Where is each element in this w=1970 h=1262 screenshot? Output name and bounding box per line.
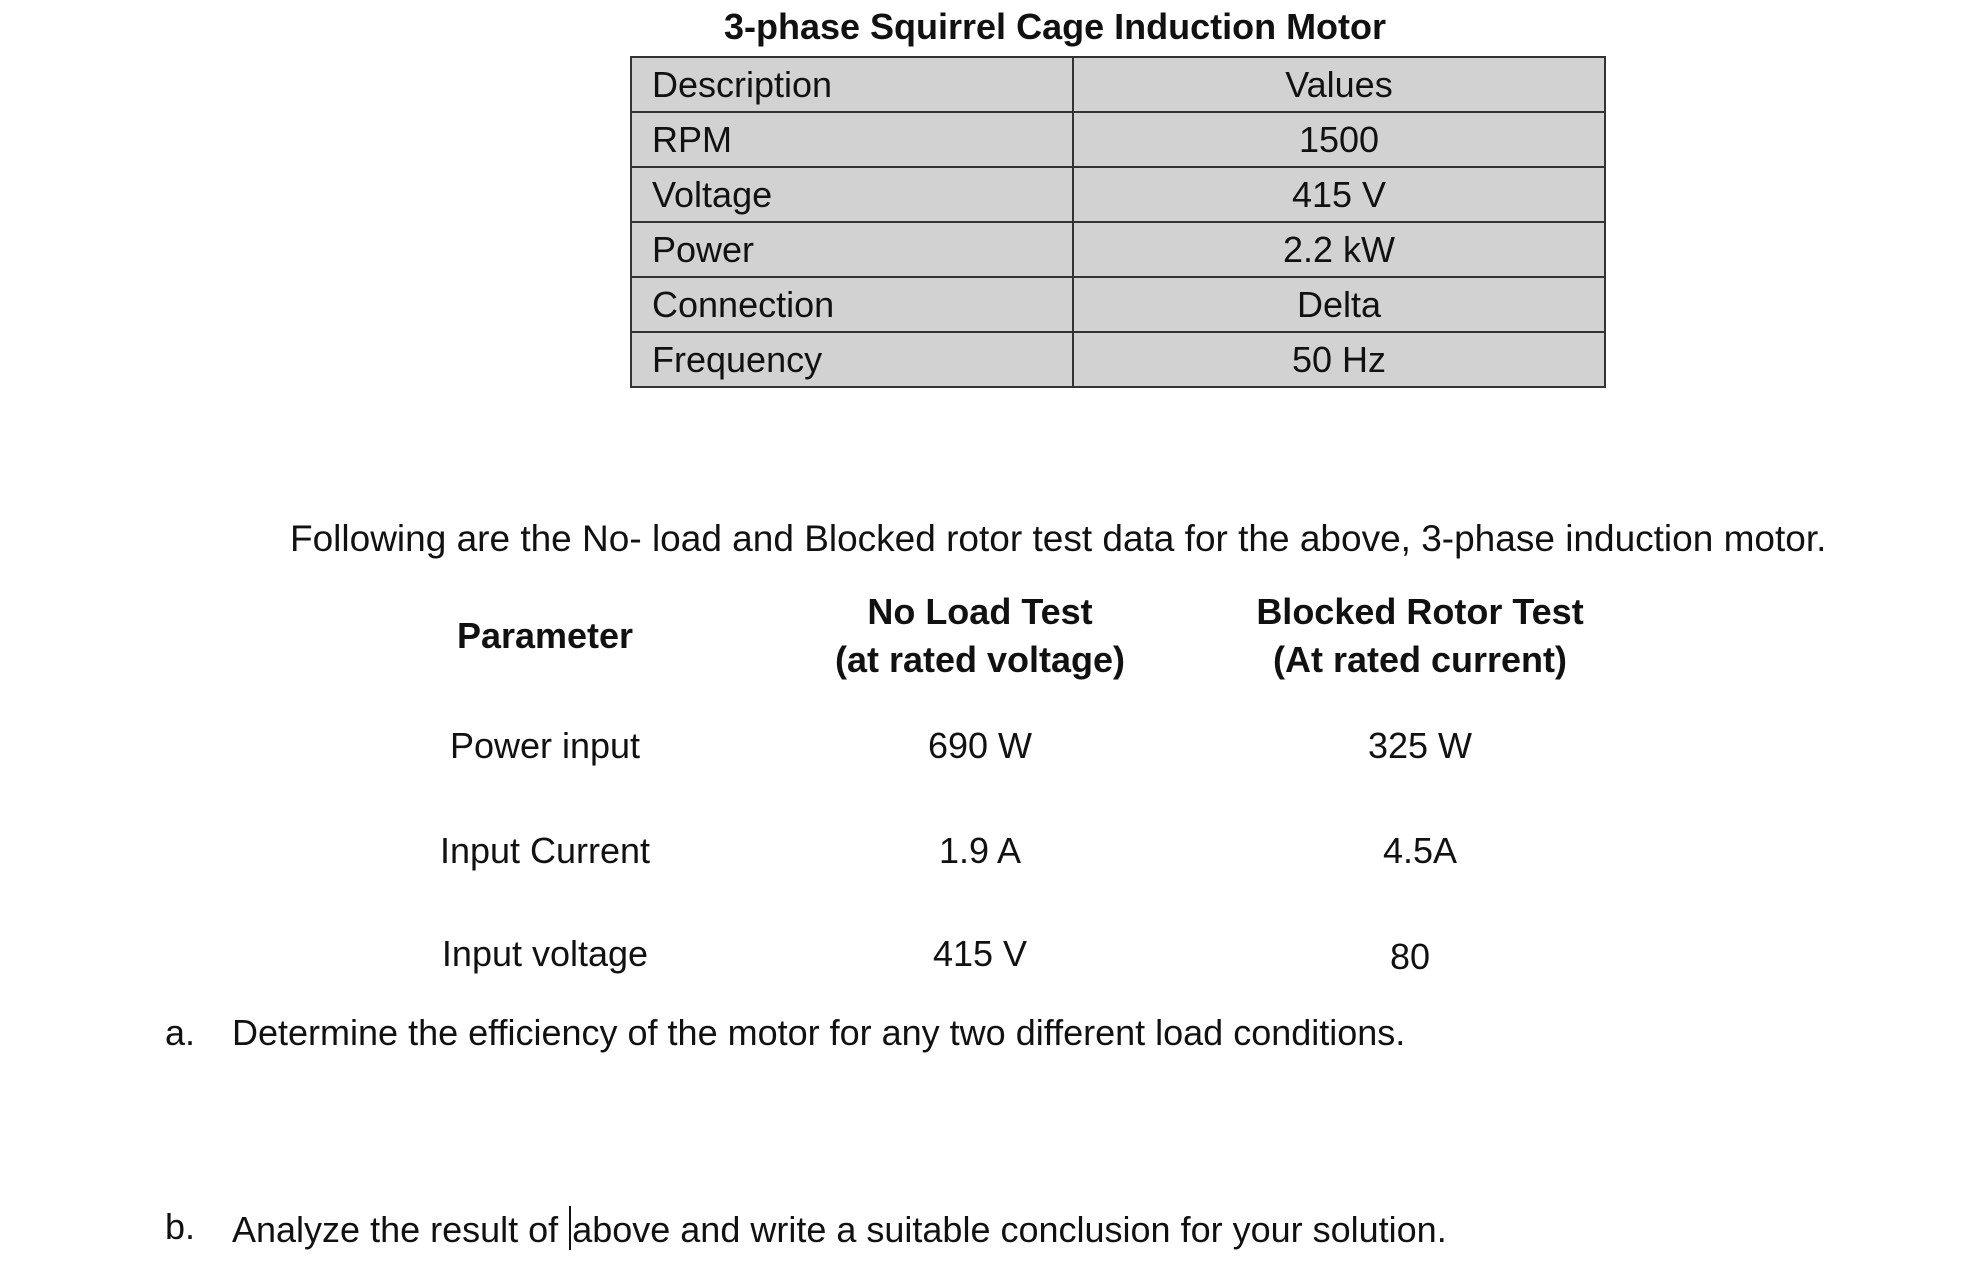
test-header-parameter: Parameter xyxy=(456,615,634,656)
test-header-blocked-rotor-title: Blocked Rotor Test xyxy=(1256,591,1584,632)
spec-value: 50 Hz xyxy=(1073,332,1605,387)
spec-row-connection xyxy=(631,277,1605,332)
spec-description: Power xyxy=(631,222,1073,277)
spec-row-frequency xyxy=(631,332,1605,387)
test-row-blocked-value: 4.5A xyxy=(1382,830,1458,871)
spec-description: RPM xyxy=(631,112,1073,167)
test-header-blocked-rotor-condition: (At rated current) xyxy=(1272,639,1568,680)
spec-row-power xyxy=(631,222,1605,277)
motor-spec-table xyxy=(630,56,1606,388)
spec-description: Frequency xyxy=(631,332,1073,387)
text-cursor xyxy=(569,1206,571,1250)
question-a-label: a. xyxy=(165,1012,196,1053)
spec-table-title: 3-phase Squirrel Cage Induction Motor xyxy=(723,6,1387,47)
spec-header-description: Description xyxy=(631,57,1073,112)
question-b-label: b. xyxy=(165,1206,196,1247)
test-row-parameter: Power input xyxy=(449,725,641,766)
question-b-text-start: Analyze the result of xyxy=(232,1209,569,1250)
spec-description: Voltage xyxy=(631,167,1073,222)
spec-value: Delta xyxy=(1073,277,1605,332)
question-a-text: Determine the efficiency of the motor for any two different load conditions. xyxy=(232,1012,1406,1053)
test-row-blocked-value: 80 xyxy=(1389,936,1431,977)
test-data-intro: Following are the No- load and Blocked rotor test data for the above, 3-phase induction motor. xyxy=(290,518,1827,559)
spec-value: 1500 xyxy=(1073,112,1605,167)
test-row-parameter: Input voltage xyxy=(441,933,649,974)
spec-table-header-row xyxy=(631,57,1605,112)
question-b-text[interactable] xyxy=(232,1206,1447,1251)
spec-value: 415 V xyxy=(1073,167,1605,222)
test-header-no-load-condition: (at rated voltage) xyxy=(834,639,1126,680)
test-header-no-load-title: No Load Test xyxy=(867,591,1093,632)
test-row-blocked-value: 325 W xyxy=(1367,725,1473,766)
question-b-text-end: above and write a suitable conclusion for your solution. xyxy=(572,1209,1447,1250)
test-header-blocked-rotor xyxy=(1230,588,1610,684)
spec-row-voltage xyxy=(631,167,1605,222)
test-header-no-load xyxy=(800,588,1160,684)
spec-row-rpm xyxy=(631,112,1605,167)
test-row-no-load-value: 1.9 A xyxy=(938,830,1022,871)
test-row-parameter: Input Current xyxy=(439,830,651,871)
spec-header-values: Values xyxy=(1073,57,1605,112)
spec-description: Connection xyxy=(631,277,1073,332)
test-row-no-load-value: 690 W xyxy=(927,725,1033,766)
spec-value: 2.2 kW xyxy=(1073,222,1605,277)
test-row-no-load-value: 415 V xyxy=(932,933,1028,974)
